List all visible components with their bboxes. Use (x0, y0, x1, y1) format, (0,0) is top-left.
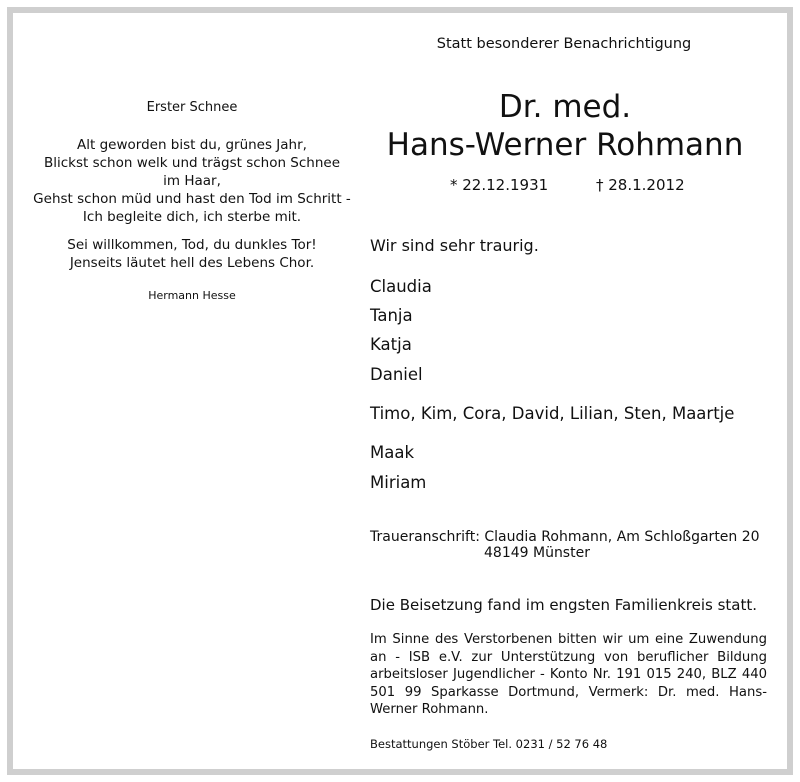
burial-note: Die Beisetzung fand im engsten Familienkreis statt. (370, 596, 757, 614)
header-note: Statt besonderer Benachrichtigung (436, 36, 692, 52)
poem-line: Ich begleite dich, ich sterbe mit. (82, 209, 302, 225)
poem-line: Alt geworden bist du, grünes Jahr, (77, 137, 307, 153)
poem-stanza-1 (22, 136, 362, 226)
donation-note: Im Sinne des Verstorbenen bitten wir um eine Zuwendung an - ISB e.V. zur Unterstützung von beruflicher Bildung arbeitsloser Jugendlicher - Konto Nr. 191 015 240, BLZ 440 501 99 Sparkasse Dortmund, Vermerk: Dr. med. Hans-Werner Rohmann. (370, 632, 767, 717)
family-grandchildren: Timo, Kim, Cora, David, Lilian, Sten, Maartje (370, 404, 735, 423)
family-member: Katja (370, 335, 412, 354)
poem-line: Blickst schon welk und trägst schon Schnee (43, 155, 341, 171)
funeral-home: Bestattungen Stöber Tel. 0231 / 52 76 48 (370, 737, 608, 751)
poem-line: Gehst schon müd und hast den Tod im Schritt - (33, 191, 351, 207)
death-date: † 28.1.2012 (596, 176, 685, 194)
poem-stanza-2 (22, 236, 362, 272)
deceased-title: Dr. med. (498, 89, 632, 125)
family-member: Tanja (370, 306, 413, 325)
mourning-text: Wir sind sehr traurig. (370, 236, 539, 255)
poem-author: Hermann Hesse (148, 289, 236, 302)
family-member: Claudia (370, 277, 432, 296)
poem-line: Sei willkommen, Tod, du dunkles Tor! (67, 237, 317, 253)
deceased-name: Hans-Werner Rohmann (386, 127, 744, 163)
poem-line: im Haar, (163, 173, 221, 189)
mourning-address-line-1: Traueranschrift: Claudia Rohmann, Am Schloßgarten 20 (370, 529, 760, 545)
mourning-address-line-2: 48149 Münster (484, 545, 590, 561)
family-member: Miriam (370, 473, 427, 492)
family-member: Daniel (370, 365, 423, 384)
family-member: Maak (370, 443, 415, 462)
poem-line: Jenseits läutet hell des Lebens Chor. (69, 255, 315, 271)
poem-title: Erster Schnee (146, 100, 238, 115)
birth-date: * 22.12.1931 (450, 176, 549, 194)
